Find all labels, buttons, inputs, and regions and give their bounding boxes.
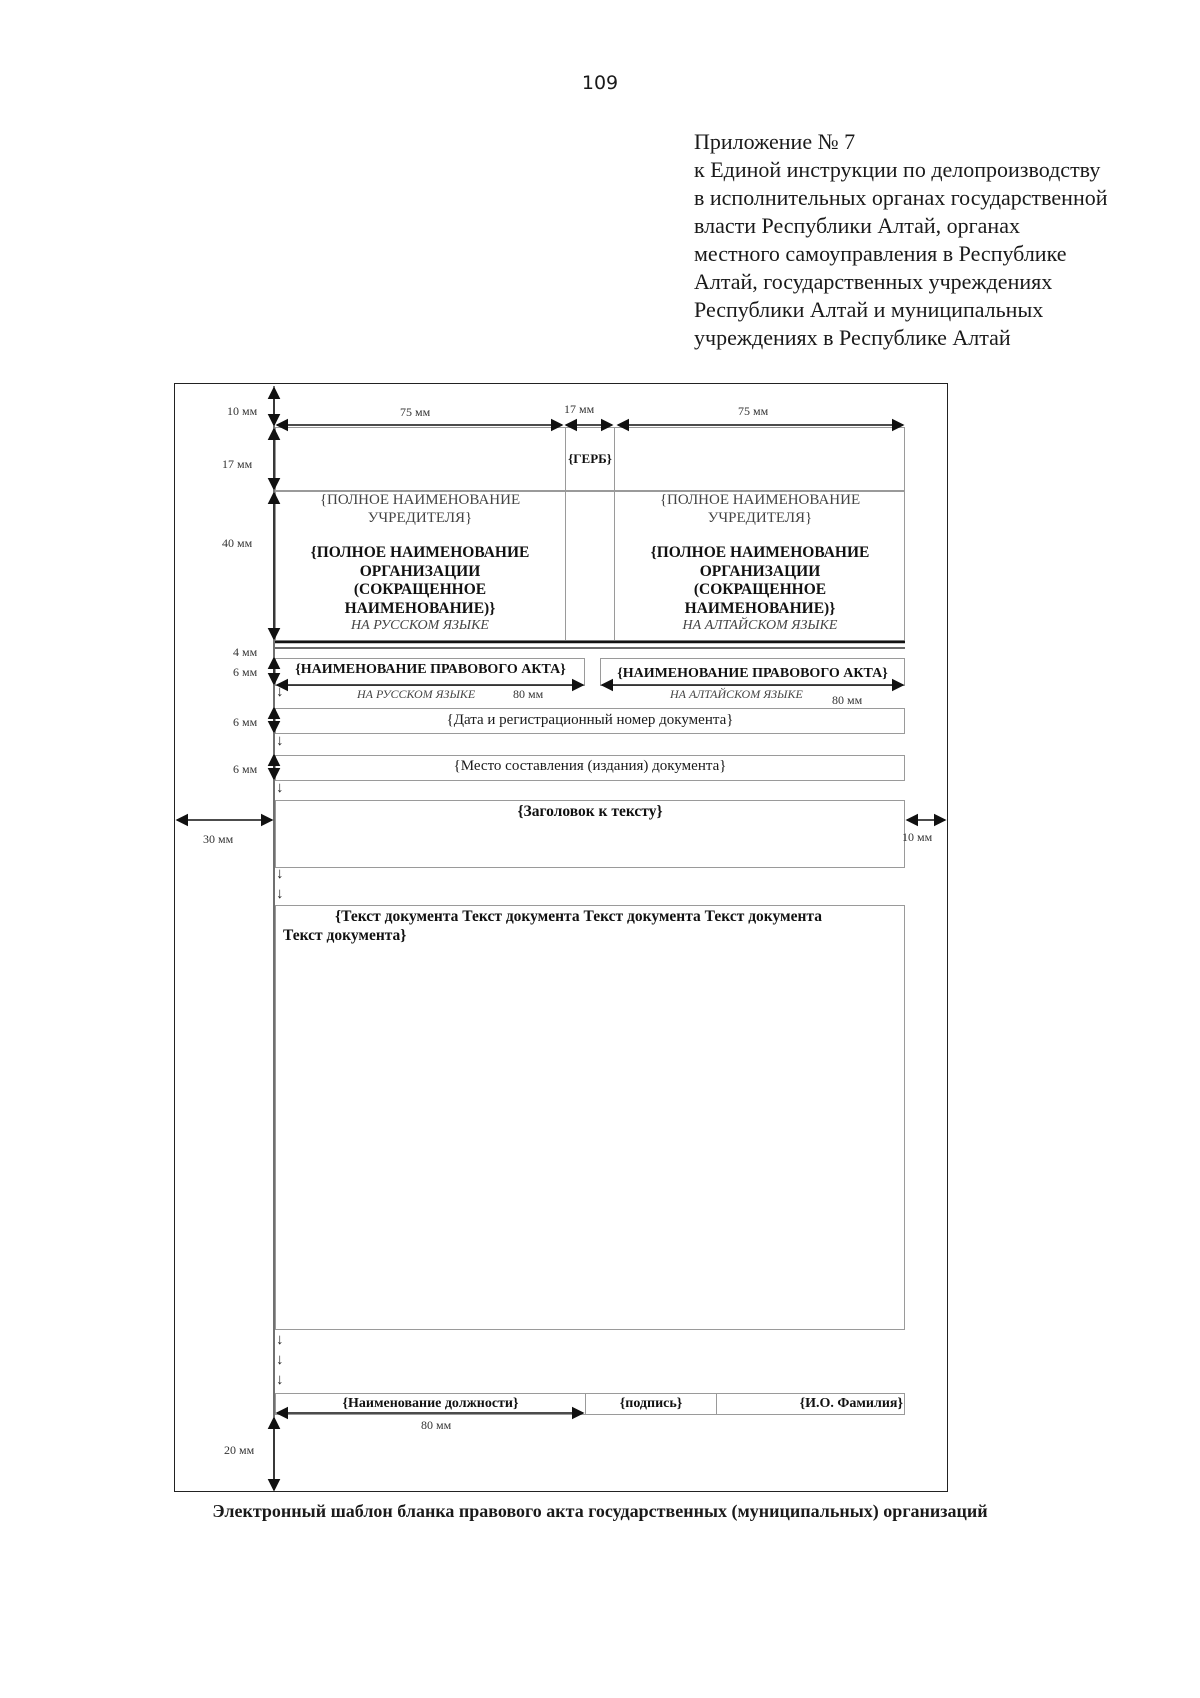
- flow-arrow: ↓: [276, 1372, 284, 1388]
- act-lang-right: НА АЛТАЙСКОМ ЯЗЫКЕ: [670, 687, 803, 701]
- dim-herb-row: 17 мм: [222, 457, 253, 471]
- act-lang-left: НА РУССКОМ ЯЗЫКЕ: [357, 687, 476, 701]
- date-reg-field: {Дата и регистрационный номер документа}: [446, 712, 734, 728]
- header-left: [280, 491, 560, 634]
- figure-caption: Электронный шаблон бланка правового акта государственных (муниципальных) организаций: [212, 1501, 988, 1521]
- dim-bottom-margin: 20 мм: [224, 1443, 255, 1457]
- appendix-line: власти Республики Алтай, органах: [694, 213, 1020, 238]
- appendix-title: Приложение № 7: [694, 129, 856, 154]
- dim-position-width: 80 мм: [421, 1418, 452, 1432]
- appendix-line: в исполнительных органах государственной: [694, 185, 1108, 210]
- flow-arrow: ↓: [276, 780, 284, 796]
- founder-line: УЧРЕДИТЕЛЯ}: [707, 510, 813, 526]
- org-line: {ПОЛНОЕ НАИМЕНОВАНИЕ: [310, 544, 530, 561]
- position-field: {Наименование должности}: [342, 1396, 519, 1411]
- dim-line-gap: 4 мм: [233, 645, 258, 659]
- name-field: {И.О. Фамилия}: [799, 1396, 903, 1411]
- dim-col-left: 75 мм: [400, 405, 431, 419]
- dim-header-row: 40 мм: [222, 536, 253, 550]
- org-line: {ПОЛНОЕ НАИМЕНОВАНИЕ: [650, 544, 870, 561]
- flow-arrow: ↓: [276, 886, 284, 902]
- appendix-line: Алтай, государственных учреждениях: [694, 269, 1053, 294]
- dim-top-margin: 10 мм: [227, 404, 258, 418]
- dim-act-width-right: 80 мм: [832, 693, 863, 707]
- heading-field: {Заголовок к тексту}: [517, 803, 663, 820]
- org-line: ОРГАНИЗАЦИИ: [699, 562, 821, 580]
- body-line: {Текст документа Текст документа Текст документа Текст документа: [335, 908, 822, 925]
- dim-place-row: 6 мм: [233, 762, 258, 776]
- dim-col-mid: 17 мм: [564, 402, 595, 416]
- dim-act-row: 6 мм: [233, 665, 258, 679]
- founder-line: {ПОЛНОЕ НАИМЕНОВАНИЕ: [319, 492, 521, 508]
- act-name-right: {НАИМЕНОВАНИЕ ПРАВОВОГО АКТА}: [617, 666, 888, 681]
- herb-placeholder: {ГЕРБ}: [568, 451, 612, 466]
- appendix-line: местного самоуправления в Республике: [694, 241, 1067, 266]
- dim-date-row: 6 мм: [233, 715, 258, 729]
- page-number: 109: [581, 72, 619, 94]
- dim-col-right: 75 мм: [738, 404, 769, 418]
- founder-line: {ПОЛНОЕ НАИМЕНОВАНИЕ: [659, 492, 861, 508]
- lang-label: НА РУССКОМ ЯЗЫКЕ: [351, 618, 489, 633]
- appendix-line: к Единой инструкции по делопроизводству: [694, 157, 1101, 182]
- flow-arrow: ↓: [276, 1332, 284, 1348]
- body-line: Текст документа}: [283, 926, 407, 944]
- org-line: (СОКРАЩЕННОЕ: [693, 581, 827, 598]
- signature-field: {подпись}: [619, 1396, 683, 1411]
- appendix-line: Республики Алтай и муниципальных: [694, 297, 1044, 322]
- founder-line: УЧРЕДИТЕЛЯ}: [367, 510, 473, 526]
- header-right: [620, 491, 900, 634]
- flow-arrow: ↓: [276, 733, 284, 749]
- org-line: (СОКРАЩЕННОЕ: [353, 581, 487, 598]
- flow-arrow: ↓: [276, 684, 284, 700]
- flow-arrow: ↓: [276, 866, 284, 882]
- act-name-left: {НАИМЕНОВАНИЕ ПРАВОВОГО АКТА}: [295, 662, 566, 677]
- appendix-line: учреждениях в Республике Алтай: [694, 325, 1011, 350]
- dim-act-width-left: 80 мм: [513, 687, 544, 701]
- body-text: [283, 908, 903, 945]
- dim-left-margin: 30 мм: [203, 832, 234, 846]
- org-line: НАИМЕНОВАНИЕ)}: [684, 599, 836, 617]
- org-line: ОРГАНИЗАЦИИ: [359, 562, 481, 580]
- place-field: {Место составления (издания) документа}: [453, 758, 727, 774]
- dim-right-margin: 10 мм: [902, 830, 933, 844]
- org-line: НАИМЕНОВАНИЕ)}: [344, 599, 496, 617]
- flow-arrow: ↓: [276, 1352, 284, 1368]
- lang-label: НА АЛТАЙСКОМ ЯЗЫКЕ: [682, 618, 838, 633]
